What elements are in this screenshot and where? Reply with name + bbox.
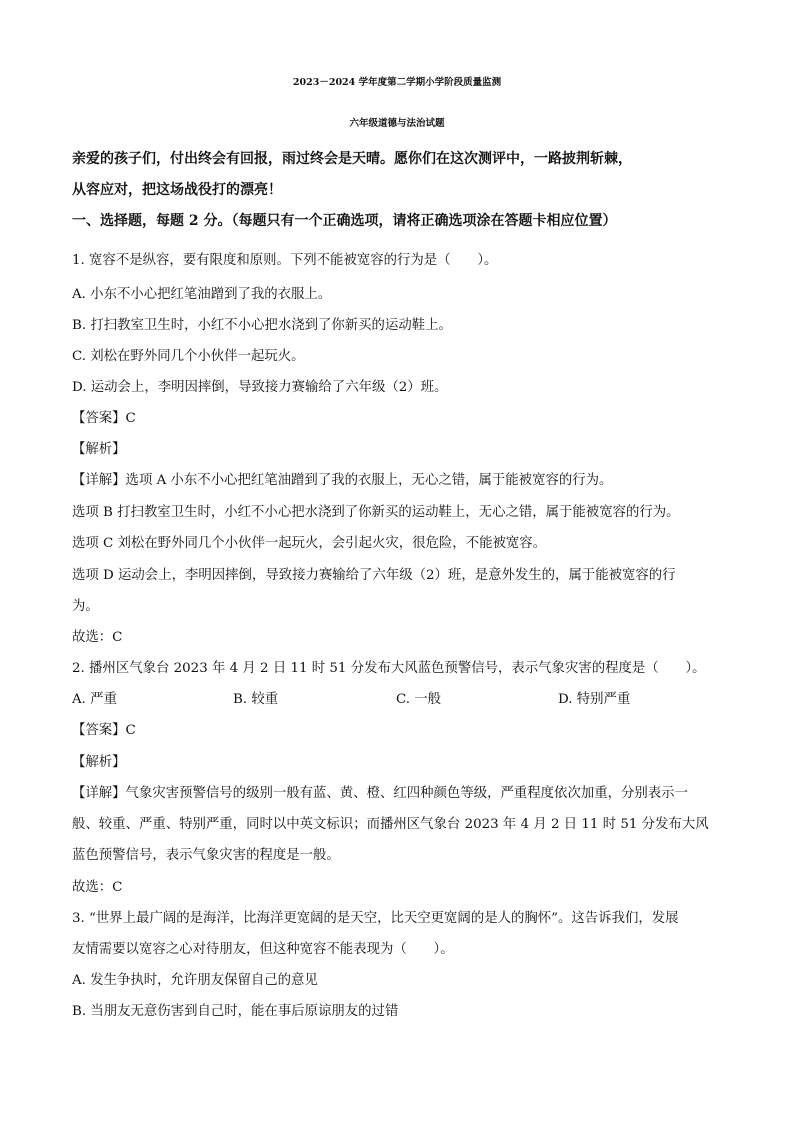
section-heading: 一、选择题，每题 2 分。（每题只有一个正确选项，请将正确选项涂在答题卡相应位置） [72, 213, 617, 229]
question-2-answer: 【答案】C [72, 723, 136, 738]
question-2-detail-2: 般、较重、严重、特别严重，同时以中英文标识；而播州区气象台 2023 年 4 月 2 日 11 时 51 分发布大风 [72, 817, 709, 832]
question-1-option-c: C. 刘松在野外同几个小伙伴一起玩火。 [72, 349, 305, 364]
question-1-detail-5: 为。 [72, 599, 99, 614]
question-1-analysis-tag: 【解析】 [72, 442, 126, 457]
question-2-detail-1: 【详解】气象灾害预警信号的级别一般有蓝、黄、橙、红四种颜色等级，严重程度依次加重，分别表示一 [72, 786, 688, 801]
greeting-line-1: 亲爱的孩子们，付出终会有回报，雨过终会是天晴。愿你们在这次测评中，一路披荆斩棘， [72, 151, 632, 167]
question-1-answer: 【答案】C [72, 411, 136, 426]
question-1-option-a: A. 小东不小心把红笔油蹭到了我的衣服上。 [72, 287, 332, 302]
exam-subtitle: 六年级道德与法治试题 [349, 118, 445, 129]
greeting-line-2: 从容应对，把这场战役打的漂亮！ [72, 182, 282, 198]
question-1-detail-2: 选项 B 打扫教室卫生时，小红不小心把水浇到了你新买的运动鞋上，无心之错，属于能被宽容的行为。 [72, 505, 680, 520]
question-2-detail-3: 蓝色预警信号，表示气象灾害的程度是一般。 [72, 848, 340, 863]
question-2-stem: 2. 播州区气象台 2023 年 4 月 2 日 11 时 51 分发布大风蓝色预警信号，表示气象灾害的程度是（ ）。 [72, 661, 706, 676]
question-1-option-b: B. 打扫教室卫生时，小红不小心把水浇到了你新买的运动鞋上。 [72, 318, 452, 333]
question-2-option-d: D. 特别严重 [558, 692, 631, 707]
question-3-stem-2: 友情需要以宽容之心对待朋友，但这种宽容不能表现为（ ）。 [72, 942, 454, 957]
question-2-option-b: B. 较重 [233, 692, 279, 707]
question-1-conclusion: 故选：C [72, 630, 123, 645]
question-3-stem-1: 3. “世界上最广阔的是海洋，比海洋更宽阔的是天空，比天空更宽阔的是人的胸怀”。这告诉我们，发展 [72, 911, 679, 926]
question-2-option-a: A. 严重 [72, 692, 117, 707]
question-2-option-c: C. 一般 [396, 692, 442, 707]
question-1-detail-3: 选项 C 刘松在野外同几个小伙伴一起玩火，会引起火灾，很危险，不能被宽容。 [72, 536, 547, 551]
question-3-option-b: B. 当朋友无意伤害到自己时，能在事后原谅朋友的过错 [72, 1004, 399, 1019]
question-3-option-a: A. 发生争执时，允许朋友保留自己的意见 [72, 973, 318, 988]
question-1-option-d: D. 运动会上，李明因摔倒，导致接力赛输给了六年级（2）班。 [72, 380, 448, 395]
question-1-detail-4: 选项 D 运动会上，李明因摔倒，导致接力赛输给了六年级（2）班，是意外发生的，属于能被宽容的行 [72, 568, 676, 583]
question-2-conclusion: 故选：C [72, 880, 123, 895]
question-1-stem: 1. 宽容不是纵容，要有限度和原则。下列不能被宽容的行为是（ ）。 [72, 253, 498, 268]
exam-title: 2023－2024 学年度第二学期小学阶段质量监测 [292, 77, 502, 88]
question-1-detail-1: 【详解】选项 A 小东不小心把红笔油蹭到了我的衣服上，无心之错，属于能被宽容的行为。 [72, 473, 613, 488]
question-2-analysis-tag: 【解析】 [72, 755, 126, 770]
